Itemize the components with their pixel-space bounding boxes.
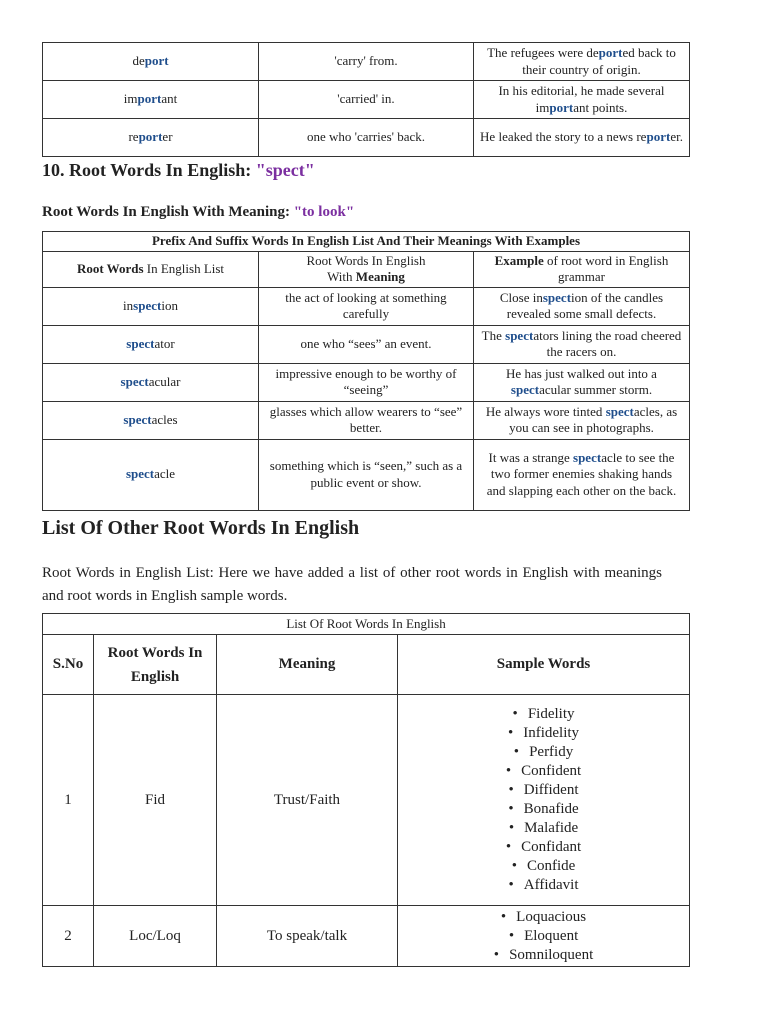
table-row [43,287,690,325]
sno-cell: 1 [43,695,94,906]
other-roots-heading: List Of Other Root Words In English [42,517,360,539]
root-meaning-heading: Root Words In English With Meaning: "to look" [42,204,355,220]
list-item: • Affidavit [404,876,683,895]
list-item: • Confide [404,857,683,876]
meaning-cell: something which is “seen,” such as a public event or show. [259,439,474,510]
table-row [43,81,690,119]
root-word-cell: spectacular [43,363,259,401]
list-item: • Diffident [404,781,683,800]
example-cell: In his editorial, he made several important points. [474,81,690,119]
root-word-cell: important [43,81,259,119]
meaning-cell: one who “sees” an event. [259,325,474,363]
meaning-cell: 'carry' from. [259,43,474,81]
example-cell: The refugees were deported back to their country of origin. [474,43,690,81]
port-words-table [42,42,690,157]
table-caption-row [43,232,690,252]
list-item: • Confidant [404,838,683,857]
table-row [43,439,690,510]
root-word-cell: inspection [43,287,259,325]
root-word-cell: spectacles [43,401,259,439]
root-word-cell: spectacle [43,439,259,510]
table-row [43,695,690,906]
meaning-cell: glasses which allow wearers to “see” better. [259,401,474,439]
example-cell: He always wore tinted spectacles, as you can see in photographs. [474,401,690,439]
list-item: • Bonafide [404,800,683,819]
table-caption: List Of Root Words In English [43,614,690,635]
meaning-cell: Trust/Faith [217,695,398,906]
list-item: • Malafide [404,819,683,838]
root-word-cell: spectator [43,325,259,363]
table-caption: Prefix And Suffix Words In English List And Their Meanings With Examples [43,232,690,252]
meaning-cell: impressive enough to be worthy of “seeing” [259,363,474,401]
list-item: • Somniloquent [404,946,683,965]
table-row [43,363,690,401]
spect-words-table [42,231,690,511]
sample-words-cell [398,695,690,906]
example-cell: It was a strange spectacle to see the two former enemies shaking hands and slapping each other on the back. [474,439,690,510]
sno-header: S.No [43,635,94,695]
table-header-row [43,635,690,695]
meaning-cell: one who 'carries' back. [259,119,474,157]
example-cell: Close inspection of the candles revealed some small defects. [474,287,690,325]
root-word-cell: deport [43,43,259,81]
column-header: Root Words In English With Meaning [259,251,474,287]
sno-cell: 2 [43,906,94,967]
table-caption-row [43,614,690,635]
sample-words-cell [398,906,690,967]
table-row [43,119,690,157]
column-header: Root Words In English List [43,251,259,287]
meaning-header: Meaning [217,635,398,695]
list-item: • Eloquent [404,927,683,946]
intro-paragraph: Root Words in English List: Here we have added a list of other root words in English with meanings and root words in English sample words. [42,565,662,604]
example-cell: He leaked the story to a news reporter. [474,119,690,157]
table-row [43,906,690,967]
section-heading: 10. Root Words In English: "spect" [42,160,315,180]
root-word-cell: reporter [43,119,259,157]
column-header: Example of root word in English grammar [474,251,690,287]
example-cell: The spectators lining the road cheered the racers on. [474,325,690,363]
list-item: • Infidelity [404,724,683,743]
meaning-cell: 'carried' in. [259,81,474,119]
root-word-cell: Loc/Loq [94,906,217,967]
list-item: • Perfidy [404,743,683,762]
table-row [43,43,690,81]
list-item: • Fidelity [404,705,683,724]
root-word-cell: Fid [94,695,217,906]
samples-header: Sample Words [398,635,690,695]
list-item: • Loquacious [404,908,683,927]
sample-words-list [404,908,683,965]
list-item: • Confident [404,762,683,781]
sample-words-list [404,705,683,895]
example-cell: He has just walked out into a spectacular summer storm. [474,363,690,401]
meaning-cell: To speak/talk [217,906,398,967]
table-header-row [43,251,690,287]
table-row [43,401,690,439]
table-row [43,325,690,363]
root-header: Root Words In English [94,635,217,695]
other-roots-table [42,613,690,967]
meaning-cell: the act of looking at something carefully [259,287,474,325]
